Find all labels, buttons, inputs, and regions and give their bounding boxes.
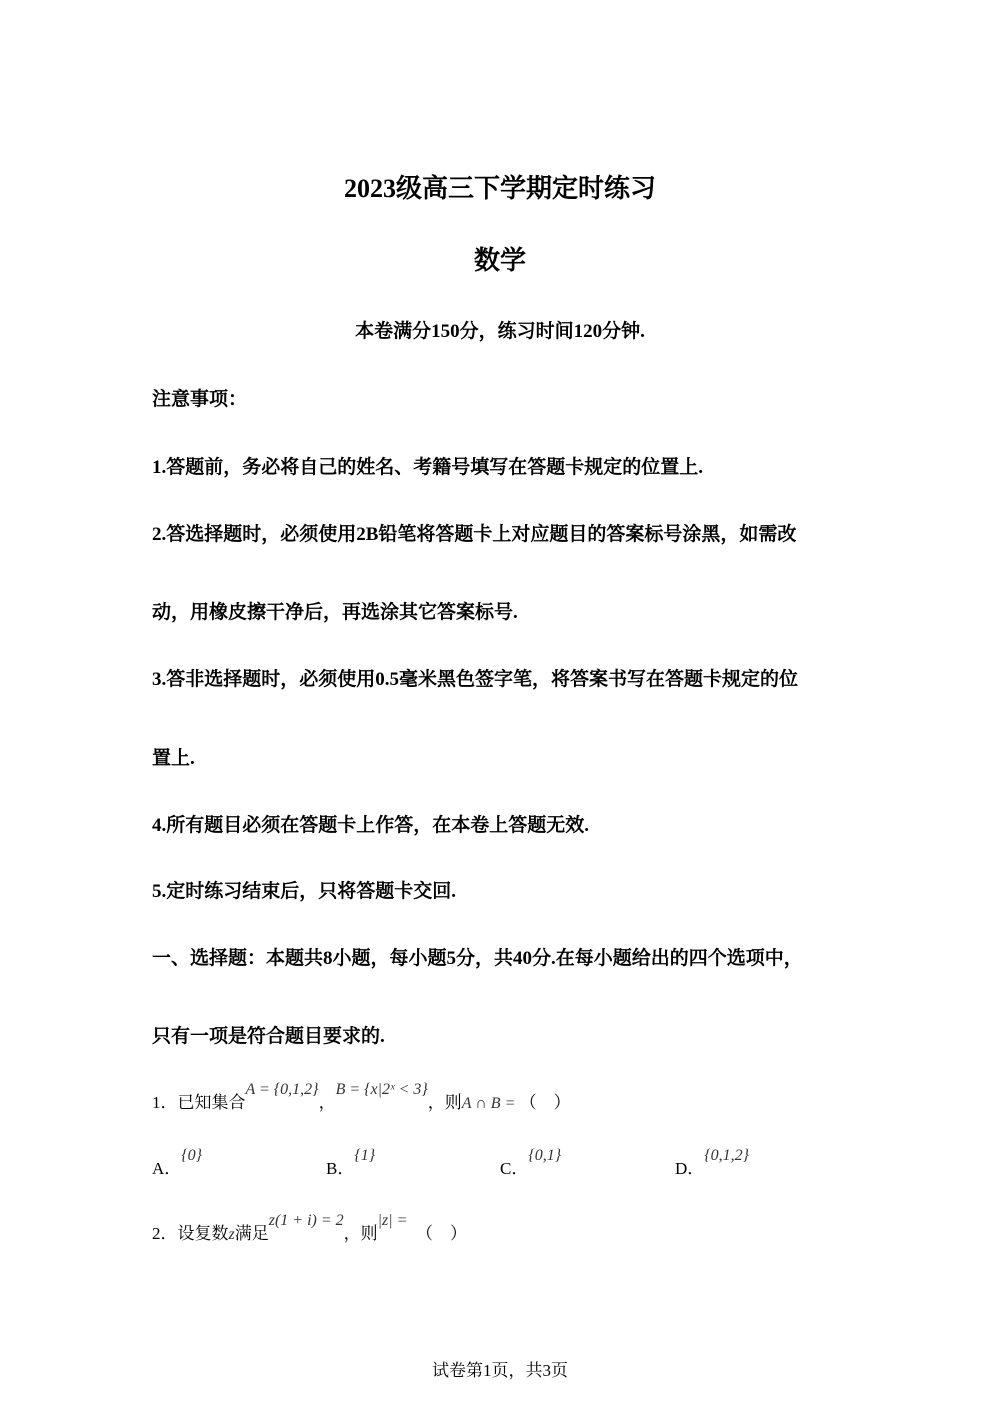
notice-item-3-line-2: 置上. [152,748,195,769]
answer-blank: （ ） [415,1224,467,1243]
notice-item-2-line-1: 2.答选择题时，必须使用2B铅笔将答题卡上对应题目的答案标号涂黑，如需改 [152,524,797,545]
notice-heading: 注意事项： [152,389,248,410]
exam-info: 本卷满分150分，练习时间120分钟. [355,321,645,342]
question-1-prefix: 1．已知集合 [152,1093,246,1112]
option-value: {0,1} [528,1147,562,1164]
section-1-heading-line-1: 一、选择题：本题共8小题，每小题5分，共40分.在每小题给出的四个选项中， [152,948,803,969]
option-label: B． [326,1159,355,1178]
subject-title: 数学 [473,246,526,275]
question-1-option-b [326,1147,376,1179]
set-a-expression: A = {0,1,2} [245,1081,319,1098]
notice-item-3-line-1: 3.答非选择题时，必须使用0.5毫米黑色签字笔，将答案书写在答题卡规定的位 [152,669,799,690]
question-1 [152,1081,571,1113]
notice-item-2-line-2: 动，用橡皮擦干净后，再选涂其它答案标号. [152,602,518,623]
exam-title: 2023级高三下学期定时练习 [343,174,656,203]
option-value: {1} [354,1147,376,1164]
question-1-then: ，则 [427,1093,462,1112]
question-2-prefix: 2．设复数 [152,1224,229,1243]
modulus-expression: |z| = [377,1212,408,1229]
option-value: {0,1,2} [704,1147,750,1164]
variable-z: z [228,1226,235,1243]
equation-expression: z(1 + i) = 2 [268,1212,344,1229]
option-label: A． [152,1159,182,1178]
option-label: D． [675,1159,705,1178]
intersection-expression: A ∩ B = [461,1095,516,1112]
question-2-mid: 满足 [234,1224,269,1243]
set-b-expression: B = {x|2ˣ < 3} [335,1081,428,1098]
page-footer: 试卷第1页，共3页 [432,1361,568,1380]
option-label: C． [500,1159,529,1178]
question-2-then: ，则 [343,1224,378,1243]
question-1-option-a [152,1147,203,1179]
notice-item-5: 5.定时练习结束后，只将答题卡交回. [152,881,457,902]
question-1-comma: ， [318,1093,336,1112]
question-2 [152,1212,467,1244]
section-1-heading-line-2: 只有一项是符合题目要求的. [152,1026,385,1047]
question-1-option-d [675,1147,750,1179]
notice-item-1: 1.答题前，务必将自己的姓名、考籍号填写在答题卡规定的位置上. [152,457,704,478]
option-value: {0} [181,1147,203,1164]
question-1-option-c [500,1147,562,1179]
answer-blank: （ ） [519,1093,571,1112]
notice-item-4: 4.所有题目必须在答题卡上作答，在本卷上答题无效. [152,815,590,836]
